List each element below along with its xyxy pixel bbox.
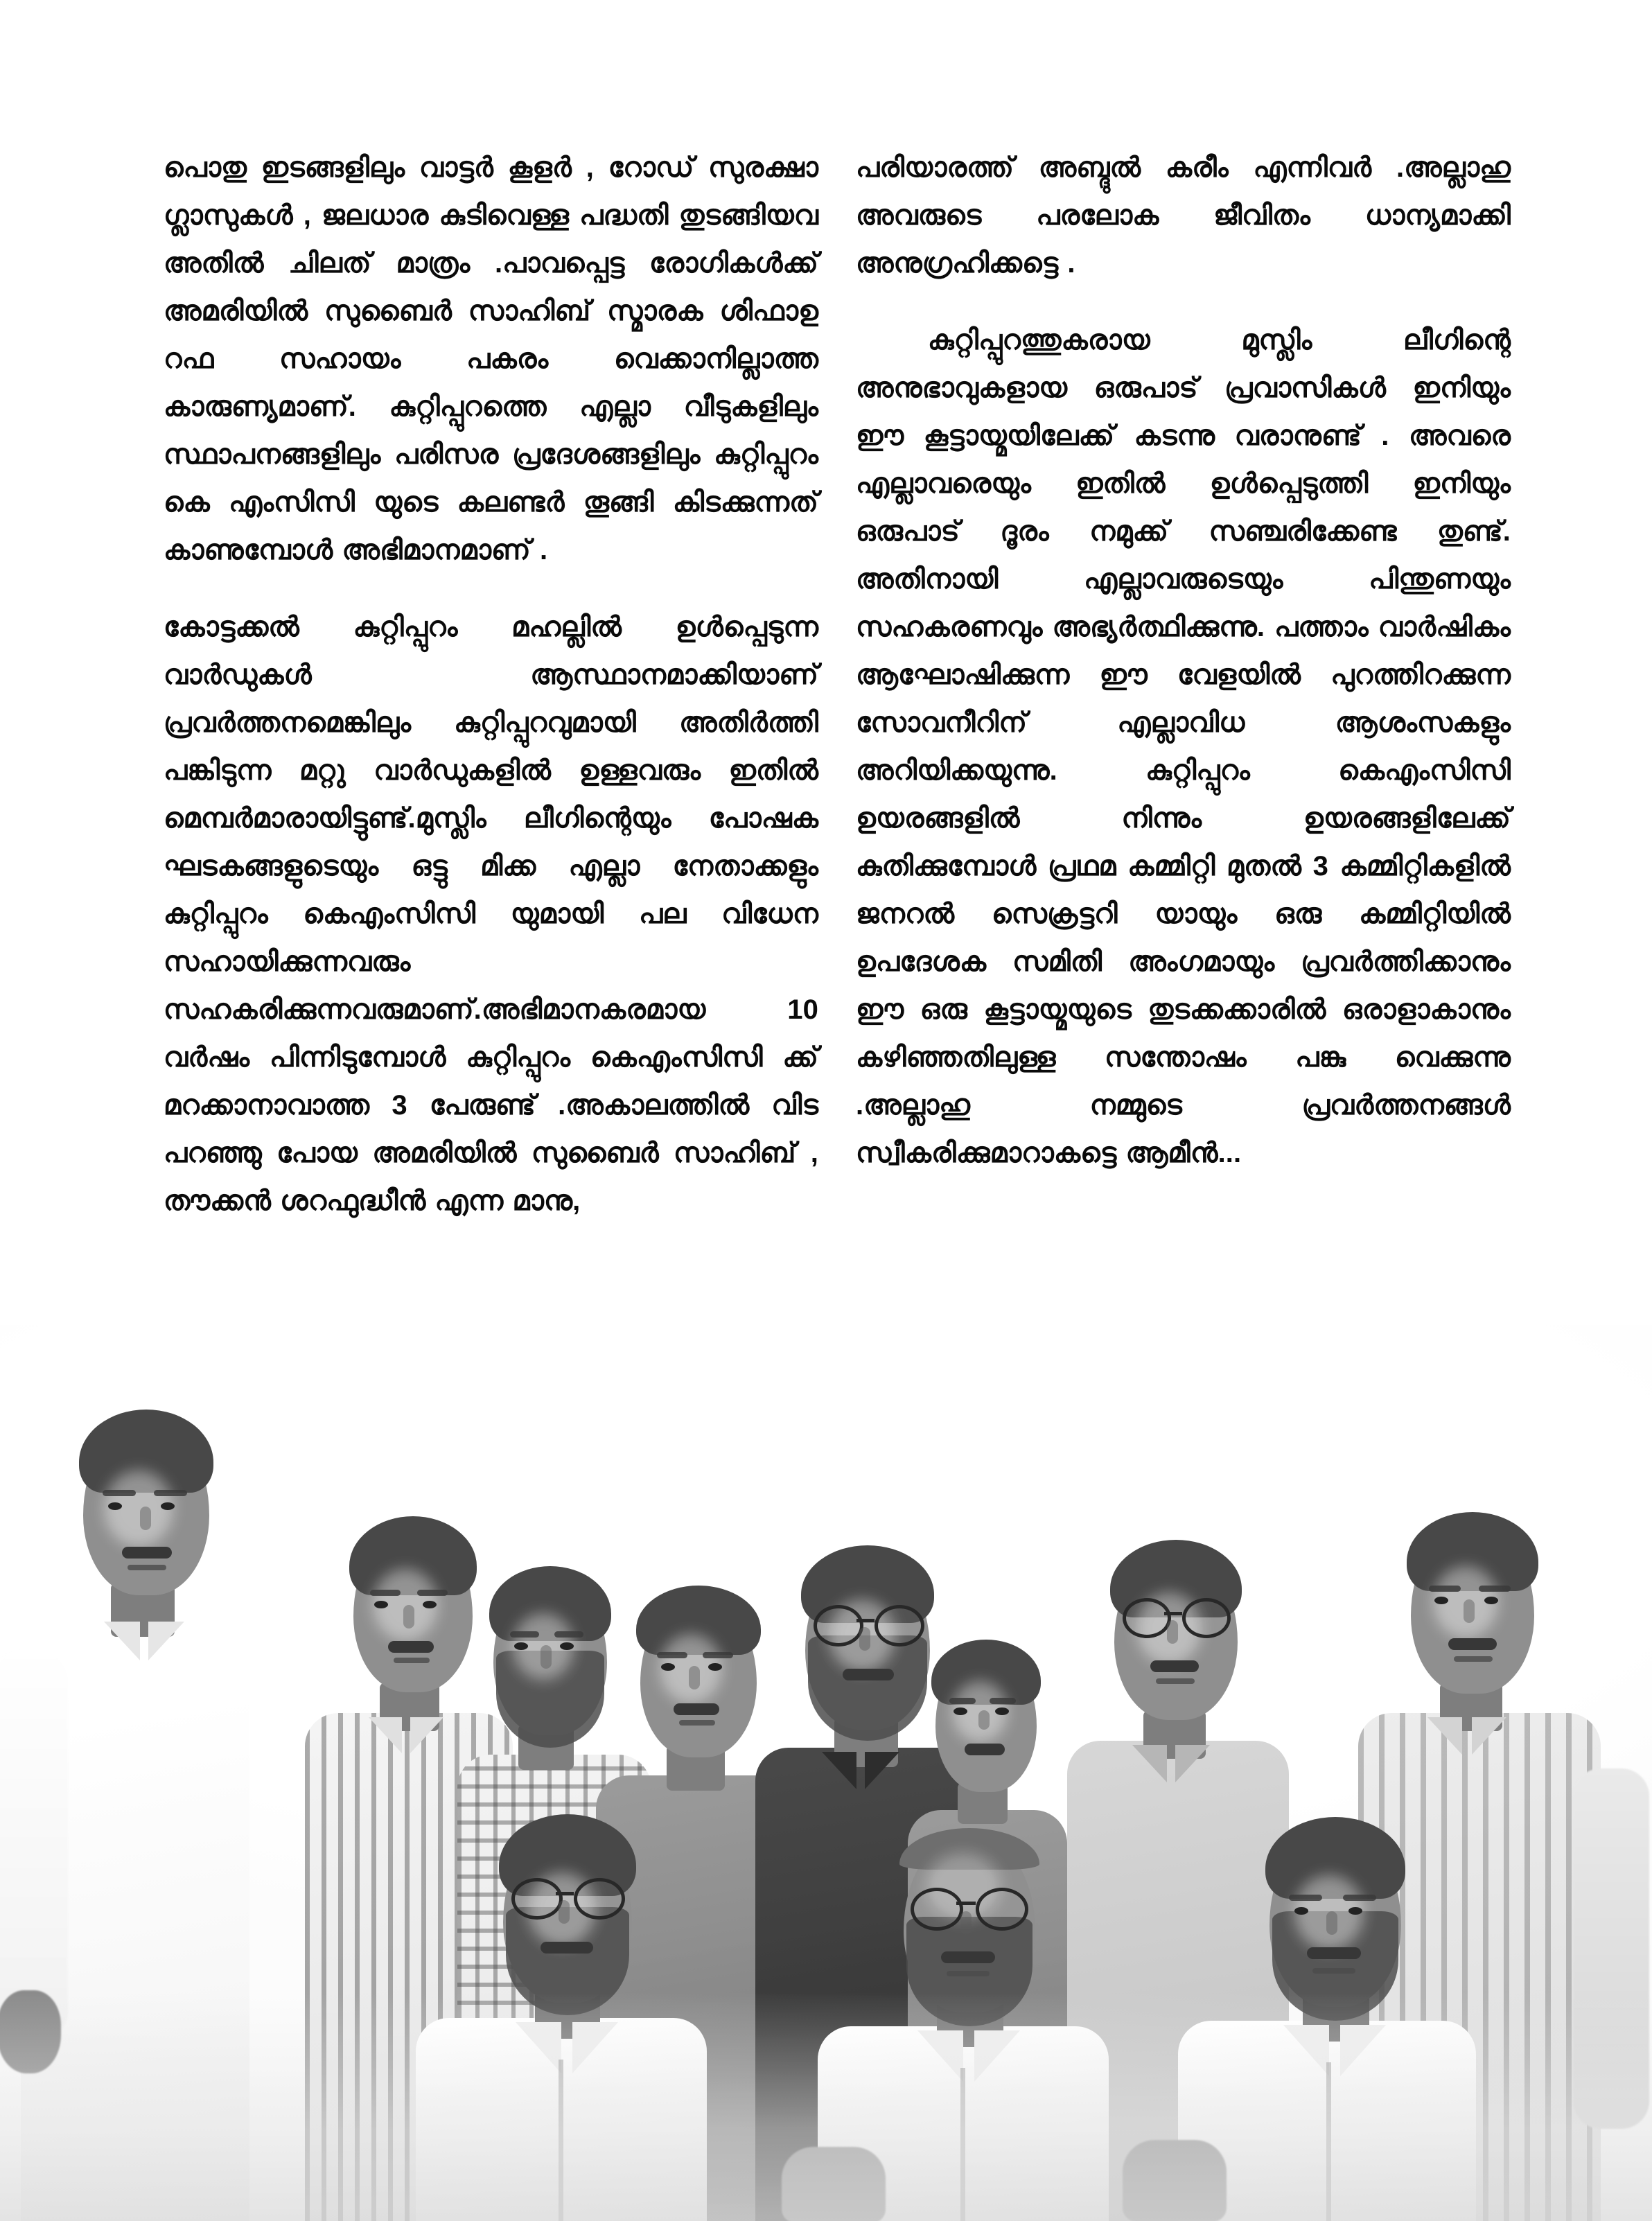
paragraph: പൊതു ഇടങ്ങളിലും വാട്ടർ കൂളർ , റോഡ് സുരക്ഷാ ഗ്ലാസുകൾ , ജലധാര കുടിവെള്ള പദ്ധതി തുടങ്ങിയവ അതിൽ ചിലത് മാത്രം .പാവപ്പെട്ട രോഗികൾക്ക് അമരിയിൽ സുബൈർ സാഹിബ് സ്മാരക ശിഫാഉ റഫ സഹായം പകരം വെക്കാനില്ലാത്ത കാരുണ്യമാണ്. കുറ്റിപ്പുറത്തെ എല്ലാ വീടുകളിലും സ്ഥാപനങ്ങളിലും പരിസര പ്രദേശങ്ങളിലും കുറ്റിപ്പുറം കെ എംസിസി യുടെ കലണ്ടർ തൂങ്ങി കിടക്കുന്നത് കാണുമ്പോൾ അഭിമാനമാണ് . bbox=[164, 152, 828, 565]
group-photograph bbox=[0, 1325, 1652, 2221]
article-body bbox=[164, 144, 1520, 1253]
photo-canvas bbox=[0, 1325, 1652, 2221]
paragraph: കോട്ടക്കൽ കുറ്റിപ്പുറം മഹല്ലിൽ ഉൾപ്പെടുന്ന വാർഡുകൾ ആസ്ഥാനമാക്കിയാണ് പ്രവർത്തനമെങ്കിലും കുറ്റിപ്പുറവുമായി അതിർത്തി പങ്കിടുന്ന മറ്റു വാർഡുകളിൽ ഉള്ളവരും ഇതിൽ മെമ്പർമാരായിട്ടുണ്ട്.മുസ്ലിം ലീഗിന്റെയും പോഷക ഘടകങ്ങളുടെയും ഒട്ടു മിക്ക എല്ലാ നേതാക്കളും കുറ്റിപ്പുറം കെഎംസിസി യുമായി പല വിധേന സഹായിക്കുന്നവരും സഹകരിക്കുന്നവരുമാണ്.അഭിമാനകരമായ 10 വർഷം പിന്നിടുമ്പോൾ കുറ്റിപ്പുറം കെഎംസിസി ക്ക് മറക്കാനാവാത്ത 3 പേരുണ്ട് .അകാലത്തിൽ വിട പറഞ്ഞു പോയ അമരിയിൽ സുബൈർ സാഹിബ് , തൗക്കൻ ശറഫുദ്ധീൻ എന്ന മാനു, bbox=[164, 612, 828, 1216]
paragraph: പരിയാരത്ത് അബ്ദുൽ കരീം എന്നിവർ .അല്ലാഹു അവരുടെ പരലോക ജീവിതം ധാന്യമാക്കി അനുഗ്രഹിക്കട്ടെ . bbox=[856, 152, 1520, 279]
left-column bbox=[164, 144, 828, 1225]
photo-floor-shading bbox=[0, 1992, 1652, 2221]
right-column bbox=[856, 144, 1520, 1177]
paragraph: കുറ്റിപ്പുറത്തുകരായ മുസ്ലിം ലീഗിന്റെ അനുഭാവുകളായ ഒരുപാട് പ്രവാസികൾ ഇനിയും ഈ കൂട്ടായ്മയിലേക്ക് കടന്നു വരാനുണ്ട് . അവരെ എല്ലാവരെയും ഇതിൽ ഉൾപ്പെടുത്തി ഇനിയും ഒരുപാട് ദൂരം നമുക്ക് സഞ്ചരിക്കേണ്ട തുണ്ട്. അതിനായി എല്ലാവരുടെയും പിന്തുണയും സഹകരണവും അഭ്യർത്ഥിക്കുന്നു. പത്താം വാർഷികം ആഘോഷിക്കുന്ന ഈ വേളയിൽ പുറത്തിറക്കുന്ന സോവനീറിന് എല്ലാവിധ ആശംസകളും അറിയിക്കയുന്നു. കുറ്റിപ്പുറം കെഎംസിസി ഉയരങ്ങളിൽ നിന്നും ഉയരങ്ങളിലേക്ക് കുതിക്കുമ്പോൾ പ്രഥമ കമ്മിറ്റി മുതൽ 3 കമ്മിറ്റികളിൽ ജനറൽ സെക്രട്ടറി യായും ഒരു കമ്മിറ്റിയിൽ ഉപദേശക സമിതി അംഗമായും പ്രവർത്തിക്കാനും ഈ ഒരു കൂട്ടായ്മയുടെ തുടക്കക്കാരിൽ ഒരാളാകാനും കഴിഞ്ഞതിലുള്ള സന്തോഷം പങ്കു വെക്കുന്നു .അല്ലാഹു നമ്മുടെ പ്രവർത്തനങ്ങൾ സ്വീകരിക്കുമാറാകട്ടെ ആമീൻ... bbox=[856, 325, 1520, 1168]
